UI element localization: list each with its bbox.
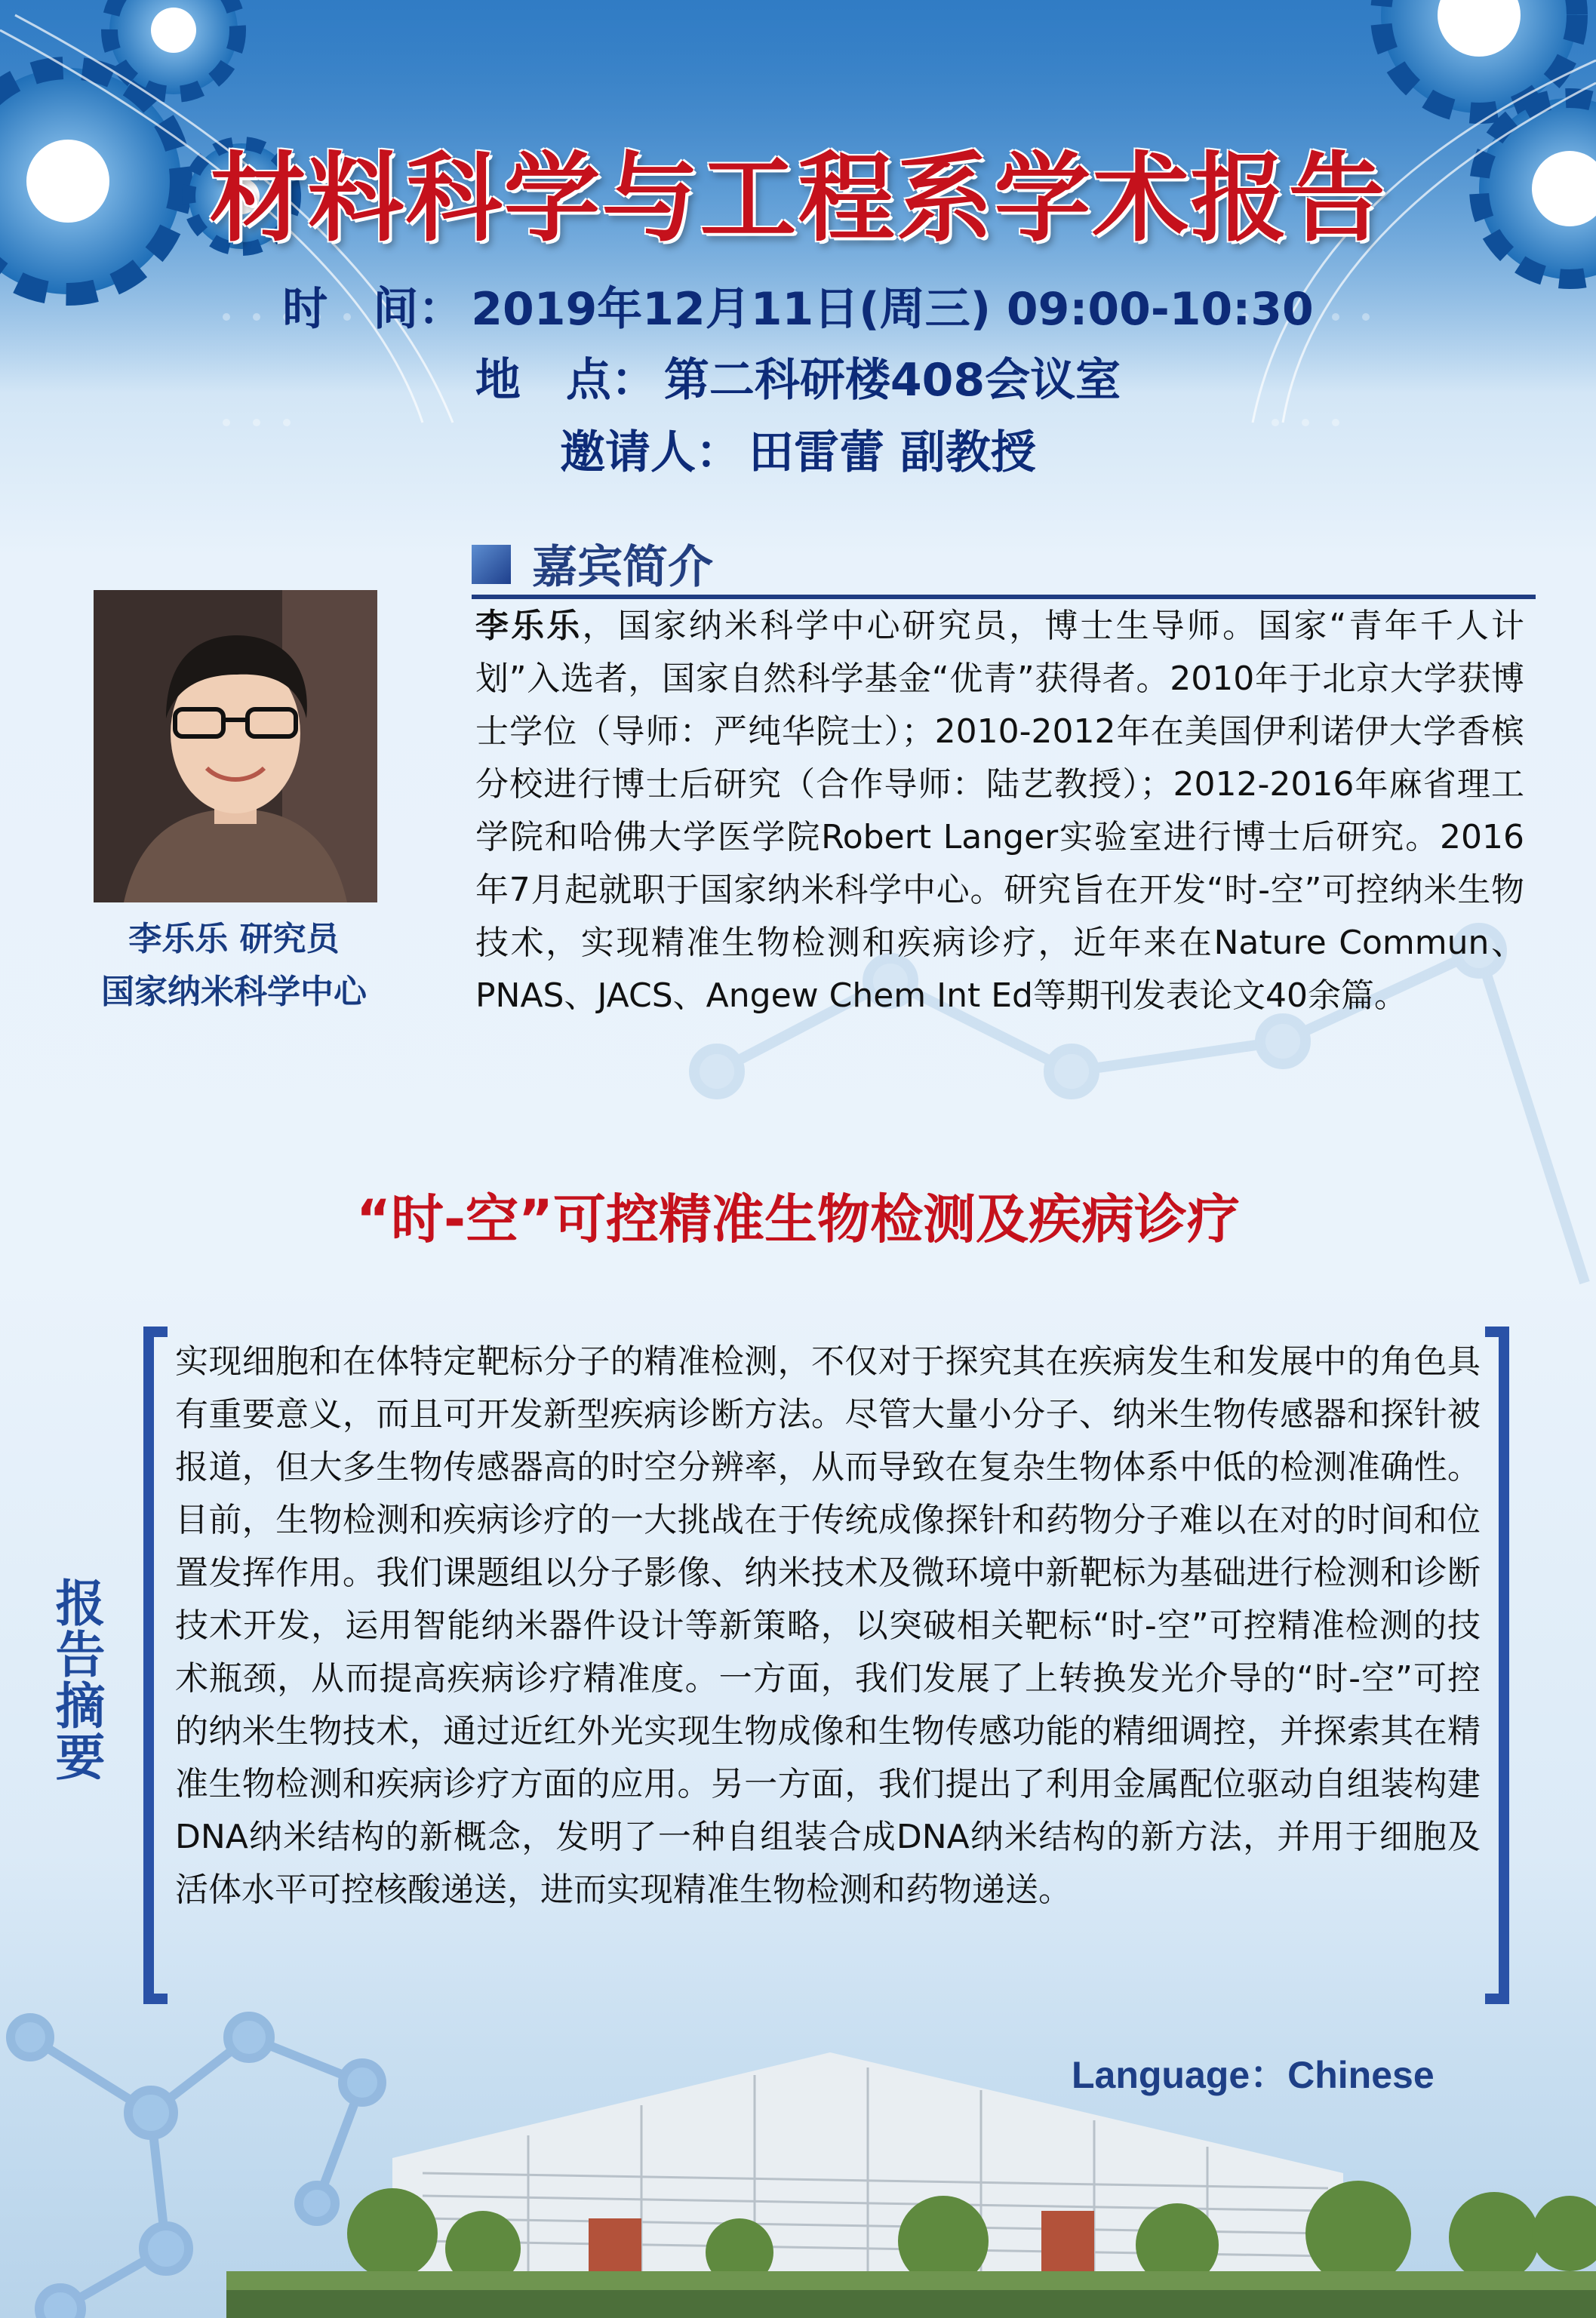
inviter-value: 田雷蕾 副教授: [749, 426, 1036, 479]
campus-building-image: [0, 1947, 1596, 2318]
abstract-left-bracket: [143, 1327, 168, 2004]
speaker-bio: [475, 600, 1524, 1022]
time-value: 2019年12月11日(周三) 09:00-10:30: [471, 283, 1314, 336]
talk-title: “时-空”可控精准生物检测及疾病诊疗: [355, 1188, 1241, 1250]
guest-section-header: [472, 528, 1536, 601]
event-inviter: [0, 417, 1596, 481]
guest-section-title: 嘉宾简介: [532, 541, 713, 594]
abstract-text: 实现细胞和在体特定靶标分子的精准检测，不仅对于探究其在疾病发生和发展中的角色具有重要意义，而且可开发新型疾病诊断方法。尽管大量小分子、纳米生物传感器和探针被报道，但大多生物传感器高的时空分辨率，从而导致在复杂生物体系中低的检测准确性。目前，生物检测和疾病诊疗的一大挑战在于传统成像探针和药物分子难以在对的时间和位置发挥作用。我们课题组以分子影像、纳米技术及微环境中新靶标为基础进行检测和诊断技术开发，运用智能纳米器件设计等新策略，以突破相关靶标“时-空”可控精准检测的技术瓶颈，从而提高疾病诊疗精准度。一方面，我们发展了上转换发光介导的“时-空”可控的纳米生物技术，通过近红外光实现生物成像和生物传感功能的精细调控，并探索其在精准生物检测和疾病诊疗方面的应用。另一方面，我们提出了利用金属配位驱动自组装构建DNA纳米结构的新概念，发明了一种自组装合成DNA纳米结构的新方法，并用于细胞及活体水平可控核酸递送，进而实现精准生物检测和药物递送。: [175, 1342, 1481, 1909]
section-divider: [472, 595, 1536, 599]
event-place: [0, 344, 1596, 409]
bio-text: ，国家纳米科学中心研究员，博士生导师。国家“青年千人计划”入选者，国家自然科学基金“优青”获得者。2010年于北京大学获博士学位（导师：严纯华院士）；2010-2012年在美国伊利诺伊大学香槟分校进行博士后研究（合作导师：陆艺教授）；2012-2016年麻省理工学院和哈佛大学医学院Robert Langer实验室进行博士后研究。2016年7月起就职于国家纳米科学中心。研究旨在开发“时-空”可控纳米生物技术，实现精准生物检测和疾病诊疗，近年来在Nature Commun、PNAS、JACS、Angew Chem Int Ed等期刊发表论文40余篇。: [475, 607, 1524, 1015]
speaker-caption-affiliation: 国家纳米科学中心: [101, 973, 367, 1011]
language-note: Language：Chinese: [1072, 2054, 1435, 2096]
section-marker-icon: [472, 545, 511, 584]
speaker-caption-title: 李乐乐 研究员: [128, 920, 340, 958]
poster-title: 材料科学与工程系学术报告: [209, 143, 1387, 255]
bio-name: 李乐乐: [475, 607, 583, 645]
place-value: 第二科研楼408会议室: [663, 354, 1121, 407]
inviter-label: 邀请人：: [560, 426, 742, 479]
place-label: 地 点：: [475, 354, 657, 407]
speaker-photo: [94, 590, 377, 902]
abstract-label: 报告摘要: [47, 1577, 105, 1782]
time-label: 时 间：: [282, 283, 464, 336]
event-time: [0, 273, 1596, 338]
abstract-right-bracket: [1485, 1327, 1509, 2004]
